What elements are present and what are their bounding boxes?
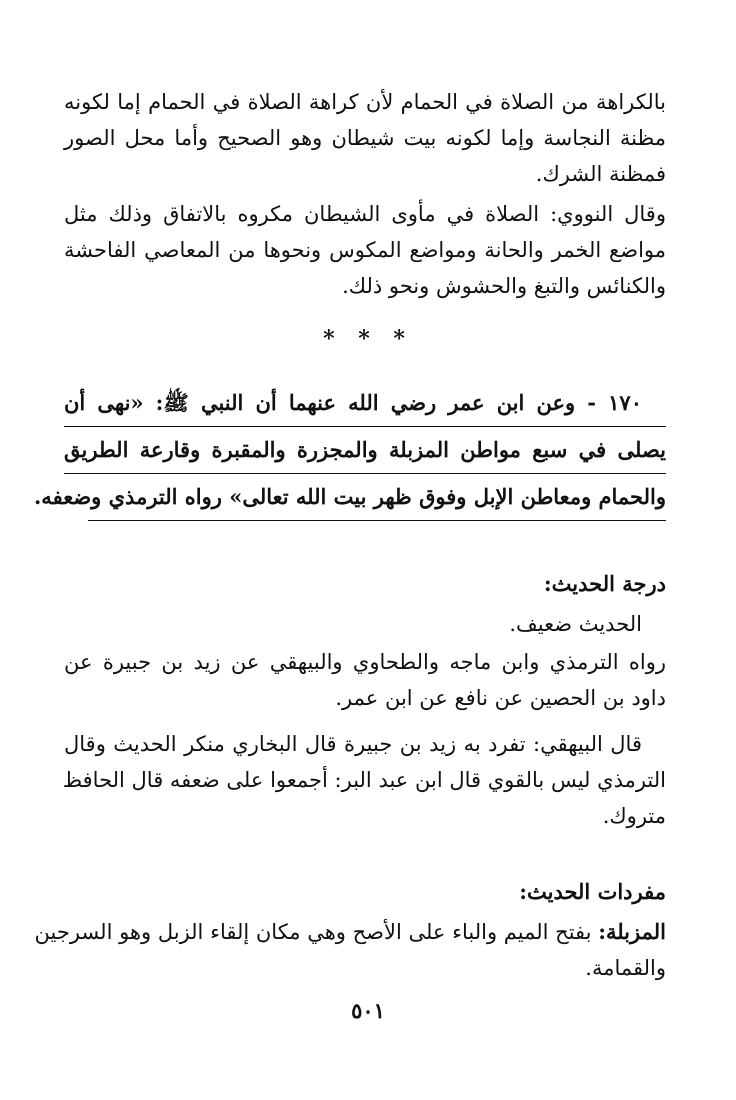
text-line: متروك. [602,804,666,828]
paragraph-nawawi-quote [64,196,666,304]
text-line: فمظنة الشرك. [535,162,666,186]
hadith-line: والحمام ومعاطن الإبل وفوق ظهر بيت الله تعالى» رواه الترمذي وضعفه. [34,484,666,509]
vocab-entry [34,914,666,986]
vocab-term: المزبلة: [598,919,666,944]
text-line: بالكراهة من الصلاة في الحمام لأن كراهة الصلاة في الحمام إما لكونه [64,90,666,114]
vocab-definition: بفتح الميم والباء على الأصح وهي مكان إلقاء الزبل وهو السرجين [34,920,592,944]
text-line: والقمامة. [585,956,666,980]
hadith-divider [88,520,666,521]
paragraph-hammam-ruling [64,84,666,192]
grade-heading: درجة الحديث: [543,571,666,596]
grade-verdict [64,606,666,642]
section-separator: * * * [323,326,413,352]
hadith-line: ١٧٠ - وعن ابن عمر رضي الله عنهما أن النبي ﷺ: «نهى أن [64,390,642,415]
hadith-block [34,380,666,521]
text-line: مواضع الخمر والحانة ومواضع المكوس ونحوها من المعاصي الفاحشة [64,238,666,262]
text-line: الترمذي ليس بالقوي قال ابن عبد البر: أجمعوا على ضعفه قال الحافظ [62,768,666,792]
text-line: والكنائس والتبغ والحشوش ونحو ذلك. [342,274,666,298]
text-line: مظنة النجاسة وإما لكونه بيت شيطان وهو الصحيح وأما محل الصور [64,126,666,150]
text-line: وقال النووي: الصلاة في مأوى الشيطان مكروه بالاتفاق وذلك مثل [64,202,666,226]
text-line: داود بن الحصين عن نافع عن ابن عمر. [335,686,666,710]
grade-narration [64,644,666,716]
vocab-heading: مفردات الحديث: [519,879,666,904]
text-line [34,914,666,950]
text-line: رواه الترمذي وابن ماجه والطحاوي والبيهقي عن زيد بن جبيرة عن [64,650,666,674]
grade-comment [64,726,666,834]
hadith-line: يصلى في سبع مواطن المزبلة والمجزرة والمقبرة وقارعة الطريق [64,437,666,462]
text-line: قال البيهقي: تفرد به زيد بن جبيرة قال البخاري منكر الحديث وقال [64,732,642,756]
page-number: ٥٠١ [351,998,385,1023]
text-line: الحديث ضعيف. [509,612,642,636]
